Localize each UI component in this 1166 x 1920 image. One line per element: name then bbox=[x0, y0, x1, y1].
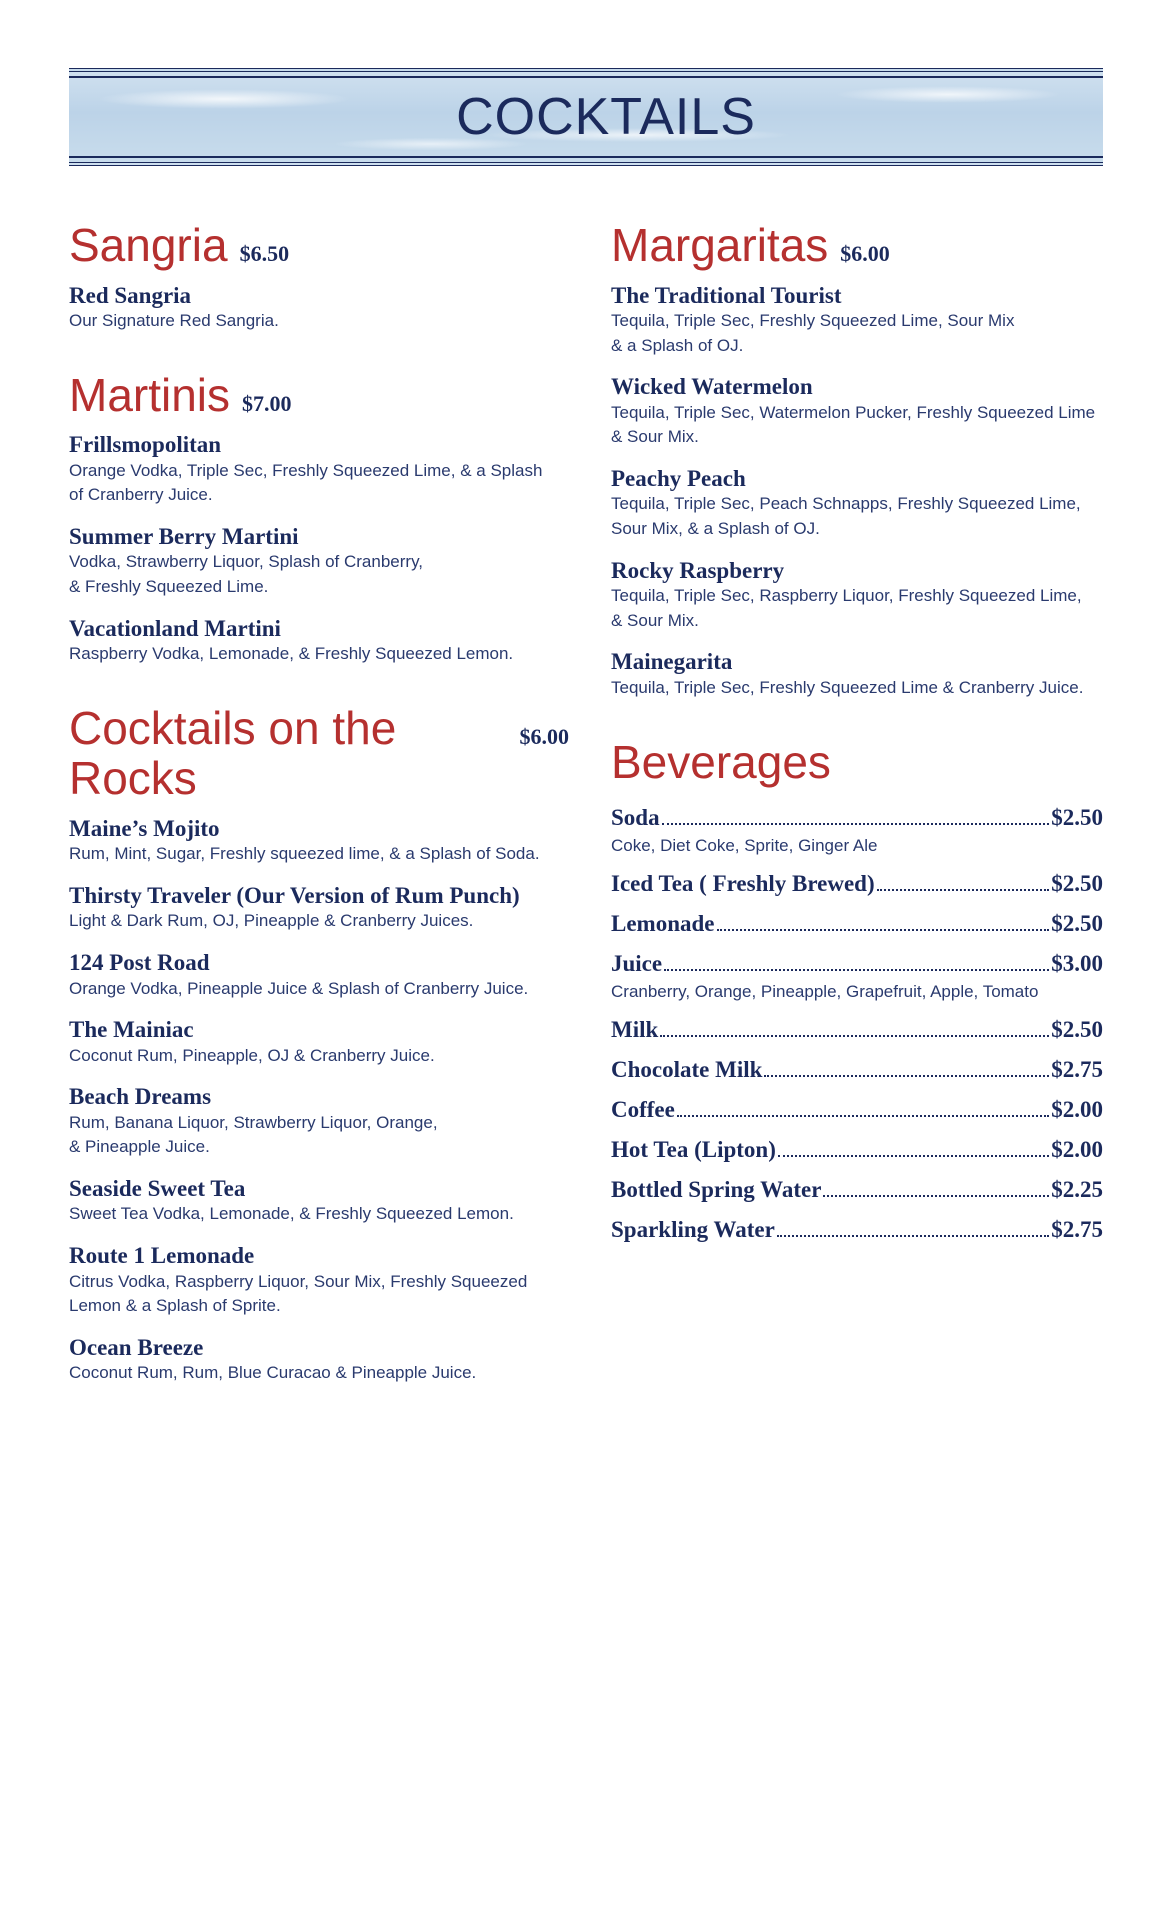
beverage-item bbox=[611, 911, 1103, 937]
beverage-price: $2.50 bbox=[1051, 871, 1103, 897]
beverage-price: $2.75 bbox=[1051, 1217, 1103, 1243]
item-description: Sweet Tea Vodka, Lemonade, & Freshly Squeezed Lemon. bbox=[69, 1204, 514, 1224]
item-description: Tequila, Triple Sec, Freshly Squeezed Lime & Cranberry Juice. bbox=[611, 677, 1084, 697]
item-description: Light & Dark Rum, OJ, Pineapple & Cranberry Juices. bbox=[69, 911, 474, 931]
beverage-price: $2.00 bbox=[1051, 1137, 1103, 1163]
item-description: Rum, Mint, Sugar, Freshly squeezed lime, & a Splash of Soda. bbox=[69, 844, 540, 864]
beverage-row bbox=[611, 1177, 1103, 1203]
menu-item bbox=[69, 1176, 569, 1227]
menu-item bbox=[69, 524, 569, 600]
item-name: The Mainiac bbox=[69, 1017, 194, 1043]
header-banner bbox=[69, 68, 1103, 166]
item-description: Orange Vodka, Triple Sec, Freshly Squeezed Lime, & a Splash of Cranberry Juice. bbox=[69, 460, 543, 505]
menu-item bbox=[611, 649, 1103, 700]
item-name: Thirsty Traveler (Our Version of Rum Punch) bbox=[69, 883, 520, 909]
dot-leader bbox=[778, 1155, 1049, 1157]
section-header bbox=[69, 370, 569, 421]
section-title: Cocktails on the Rocks bbox=[69, 701, 397, 805]
section-title: Sangria bbox=[69, 219, 228, 271]
beverage-price: $2.25 bbox=[1051, 1177, 1103, 1203]
item-description: Tequila, Triple Sec, Raspberry Liquor, Freshly Squeezed Lime, & Sour Mix. bbox=[611, 586, 1082, 630]
item-name: Peachy Peach bbox=[611, 466, 746, 492]
item-description: Tequila, Triple Sec, Peach Schnapps, Freshly Squeezed Lime, Sour Mix, & a Splash of OJ. bbox=[611, 494, 1081, 539]
dot-leader bbox=[664, 969, 1049, 971]
item-name: The Traditional Tourist bbox=[611, 282, 842, 308]
beverage-name: Iced Tea ( Freshly Brewed) bbox=[611, 871, 875, 897]
menu-item bbox=[69, 1243, 569, 1319]
beverage-item bbox=[611, 805, 1103, 857]
menu-item bbox=[69, 1335, 569, 1386]
beverage-row bbox=[611, 1137, 1103, 1163]
section-title: Beverages bbox=[611, 735, 831, 788]
section-price: $6.00 bbox=[519, 723, 569, 749]
beverage-row bbox=[611, 1057, 1103, 1083]
dot-leader bbox=[823, 1195, 1049, 1197]
dot-leader bbox=[764, 1075, 1049, 1077]
beverage-description: Coke, Diet Coke, Sprite, Ginger Ale bbox=[611, 836, 878, 856]
item-description: Our Signature Red Sangria. bbox=[69, 311, 279, 331]
section-price: $6.50 bbox=[239, 241, 290, 266]
item-name: Rocky Raspberry bbox=[611, 557, 785, 583]
section-beverages bbox=[611, 737, 1103, 1244]
section-title: Margaritas bbox=[611, 219, 829, 271]
section-header bbox=[611, 737, 1103, 788]
beverage-item bbox=[611, 1057, 1103, 1083]
menu-item bbox=[611, 283, 1103, 359]
section-header bbox=[611, 220, 1103, 271]
left-column bbox=[69, 220, 569, 1422]
section-cocktails-on-the-rocks bbox=[69, 703, 569, 1386]
beverage-item bbox=[611, 1017, 1103, 1043]
beverage-row bbox=[611, 805, 1103, 831]
beverage-price: $2.50 bbox=[1051, 1017, 1103, 1043]
item-name: Seaside Sweet Tea bbox=[69, 1176, 246, 1201]
menu-item bbox=[69, 816, 569, 867]
beverage-row bbox=[611, 1017, 1103, 1043]
dot-leader bbox=[717, 929, 1050, 931]
section-header bbox=[69, 220, 569, 271]
item-description: Orange Vodka, Pineapple Juice & Splash of Cranberry Juice. bbox=[69, 978, 529, 998]
beverage-row bbox=[611, 911, 1103, 937]
section-header bbox=[69, 703, 569, 804]
item-description: Tequila, Triple Sec, Freshly Squeezed Lime, Sour Mix & a Splash of OJ. bbox=[611, 311, 1015, 355]
menu-item bbox=[69, 283, 569, 334]
item-list bbox=[69, 283, 569, 334]
item-description: Coconut Rum, Rum, Blue Curacao & Pineapple Juice. bbox=[69, 1363, 477, 1383]
beverage-item bbox=[611, 951, 1103, 1003]
beverage-price: $2.00 bbox=[1051, 1097, 1103, 1123]
beverage-description: Cranberry, Orange, Pineapple, Grapefruit, Apple, Tomato bbox=[611, 982, 1039, 1002]
item-name: Mainegarita bbox=[611, 649, 733, 675]
page-title: COCKTAILS bbox=[456, 88, 756, 146]
item-list bbox=[69, 432, 569, 667]
dot-leader bbox=[660, 1035, 1049, 1037]
item-list bbox=[69, 816, 569, 1386]
menu-item bbox=[69, 432, 569, 508]
beverage-row bbox=[611, 1217, 1103, 1243]
item-name: Beach Dreams bbox=[69, 1084, 212, 1110]
dot-leader bbox=[777, 1235, 1049, 1237]
beverage-price: $2.75 bbox=[1051, 1057, 1103, 1083]
beverage-item bbox=[611, 1177, 1103, 1203]
section-price: $6.00 bbox=[840, 241, 890, 266]
beverage-name: Bottled Spring Water bbox=[611, 1177, 822, 1203]
item-name: Summer Berry Martini bbox=[69, 523, 299, 549]
menu-item bbox=[69, 616, 569, 667]
beverage-price: $2.50 bbox=[1051, 805, 1103, 831]
beverage-name: Hot Tea (Lipton) bbox=[611, 1137, 776, 1163]
menu-item bbox=[69, 883, 569, 934]
beverage-price: $2.50 bbox=[1051, 911, 1103, 937]
item-description: Rum, Banana Liquor, Strawberry Liquor, Orange, & Pineapple Juice. bbox=[69, 1112, 438, 1157]
menu-item bbox=[69, 950, 569, 1001]
section-sangria bbox=[69, 220, 569, 334]
item-name: Wicked Watermelon bbox=[611, 374, 813, 400]
dot-leader bbox=[677, 1115, 1049, 1117]
beverage-item bbox=[611, 1137, 1103, 1163]
beverage-name: Lemonade bbox=[611, 911, 715, 937]
item-name: Ocean Breeze bbox=[69, 1334, 204, 1360]
item-description: Raspberry Vodka, Lemonade, & Freshly Squeezed Lemon. bbox=[69, 644, 514, 664]
item-description: Tequila, Triple Sec, Watermelon Pucker, Freshly Squeezed Lime & Sour Mix. bbox=[611, 402, 1096, 447]
menu-item bbox=[69, 1017, 569, 1068]
menu-item bbox=[69, 1084, 569, 1160]
beverage-name: Coffee bbox=[611, 1097, 675, 1123]
item-name: 124 Post Road bbox=[69, 950, 210, 976]
menu-item bbox=[611, 466, 1103, 542]
beverage-price: $3.00 bbox=[1051, 951, 1103, 977]
item-name: Frillsmopolitan bbox=[69, 432, 222, 458]
beverage-row bbox=[611, 871, 1103, 897]
item-name: Route 1 Lemonade bbox=[69, 1243, 255, 1269]
section-margaritas bbox=[611, 220, 1103, 701]
beverage-name: Sparkling Water bbox=[611, 1217, 775, 1243]
item-description: Coconut Rum, Pineapple, OJ & Cranberry Juice. bbox=[69, 1045, 435, 1065]
beverage-name: Juice bbox=[611, 951, 663, 977]
beverage-item bbox=[611, 871, 1103, 897]
right-column bbox=[611, 220, 1103, 1279]
section-martinis bbox=[69, 370, 569, 667]
beverage-item bbox=[611, 1217, 1103, 1243]
dot-leader bbox=[877, 889, 1050, 891]
section-price: $7.00 bbox=[242, 390, 292, 416]
dot-leader bbox=[662, 823, 1050, 825]
menu-item bbox=[611, 558, 1103, 634]
item-description: Vodka, Strawberry Liquor, Splash of Cranberry, & Freshly Squeezed Lime. bbox=[69, 552, 424, 597]
item-name: Vacationland Martini bbox=[69, 615, 281, 641]
beverage-item bbox=[611, 1097, 1103, 1123]
beverage-name: Milk bbox=[611, 1017, 659, 1043]
beverage-row bbox=[611, 1097, 1103, 1123]
beverage-list bbox=[611, 805, 1103, 1243]
beverage-name: Chocolate Milk bbox=[611, 1057, 763, 1083]
item-list bbox=[611, 283, 1103, 701]
menu-item bbox=[611, 374, 1103, 450]
item-description: Citrus Vodka, Raspberry Liquor, Sour Mix, Freshly Squeezed Lemon & a Splash of Sprite. bbox=[69, 1271, 528, 1316]
beverage-row bbox=[611, 951, 1103, 977]
item-name: Red Sangria bbox=[69, 282, 192, 308]
section-title: Martinis bbox=[69, 368, 231, 421]
beverage-name: Soda bbox=[611, 805, 660, 831]
item-name: Maine’s Mojito bbox=[69, 815, 220, 841]
